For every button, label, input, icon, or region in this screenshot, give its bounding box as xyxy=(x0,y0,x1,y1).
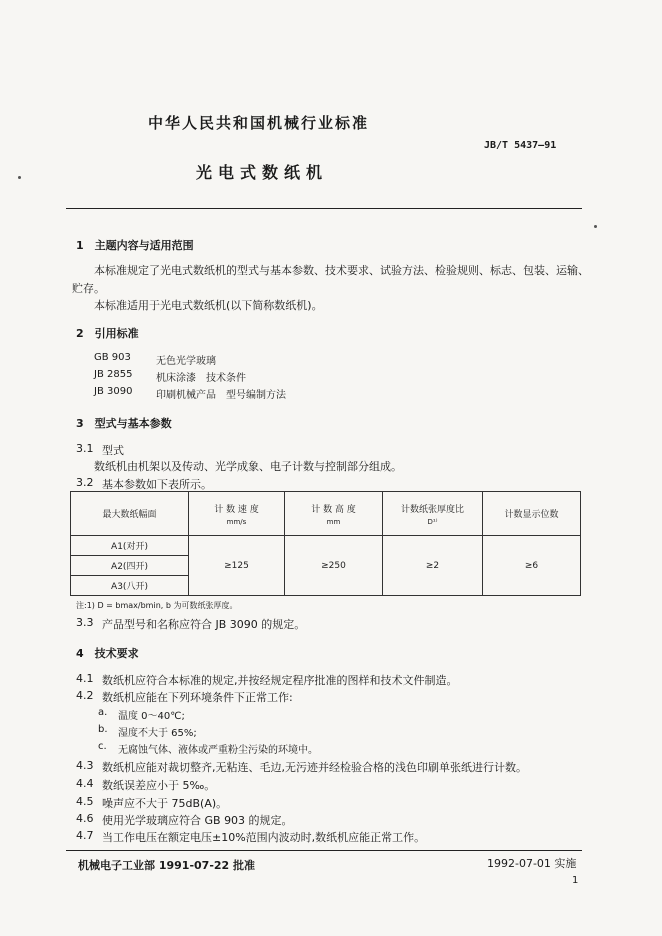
section-4-heading: 4 技术要求 xyxy=(76,647,139,660)
clause-3-1-number: 3.1 xyxy=(76,442,94,455)
clause-text: 数纸机应能在下列环境条件下正常工作: xyxy=(102,691,293,704)
sub-item-text: 无腐蚀气体、液体或严重粉尘污染的环境中。 xyxy=(118,745,318,756)
clause-number: 4.1 xyxy=(76,672,94,685)
page-number: 1 xyxy=(572,875,579,886)
col-unit-ratio: D¹⁾ xyxy=(427,517,438,526)
clause-3-3-number: 3.3 xyxy=(76,616,94,629)
clause-3-2-number: 3.2 xyxy=(76,476,94,489)
col-header-max-width: 最大数纸幅面 xyxy=(71,492,189,536)
section-2-heading: 2 引用标准 xyxy=(76,327,139,340)
clause-number: 4.6 xyxy=(76,812,94,825)
sub-item-marker: b. xyxy=(98,724,108,735)
table-note: 注:1) D = bmax/bmin, b 为可数纸张厚度。 xyxy=(76,601,238,610)
basic-parameters-table xyxy=(70,491,581,596)
sub-item-text: 湿度不大于 65%; xyxy=(118,728,197,739)
clause-text: 使用光学玻璃应符合 GB 903 的规定。 xyxy=(102,814,293,827)
ref-code: JB 2855 xyxy=(94,369,133,380)
section-1-para1-line1: 本标准规定了光电式数纸机的型式与基本参数、技术要求、试验方法、检验规则、标志、包装、运输、 xyxy=(94,264,589,277)
approval-statement: 机械电子工业部 1991-07-22 批准 xyxy=(78,859,256,872)
col-header-display-digits: 计数显示位数 xyxy=(483,492,581,536)
clause-text: 当工作电压在额定电压±10%范围内波动时,数纸机应能正常工作。 xyxy=(102,831,426,844)
table-header-row xyxy=(71,492,581,536)
value-ratio: ≥2 xyxy=(383,536,483,596)
clause-3-2-text: 基本参数如下表所示。 xyxy=(102,478,212,491)
clause-3-1-title: 型式 xyxy=(102,444,124,457)
col-header-speed: 计 数 速 度 mm/s xyxy=(189,492,285,536)
sub-item-marker: c. xyxy=(98,741,107,752)
section-3-heading: 3 型式与基本参数 xyxy=(76,417,172,430)
standard-number: JB/T 5437—91 xyxy=(484,140,557,151)
ref-name: 印刷机械产品 型号编制方法 xyxy=(156,390,286,401)
col-unit-speed: mm/s xyxy=(226,517,247,526)
clause-3-3-text: 产品型号和名称应符合 JB 3090 的规定。 xyxy=(102,618,306,631)
row-label-a2: A2(四开) xyxy=(71,556,189,576)
row-label-a3: A3(八开) xyxy=(71,576,189,596)
col-header-thickness-ratio: 计数纸张厚度比 D¹⁾ xyxy=(383,492,483,536)
col-header-height: 计 数 高 度 mm xyxy=(285,492,383,536)
ref-name: 机床涂漆 技术条件 xyxy=(156,373,246,384)
clause-number: 4.5 xyxy=(76,795,94,808)
section-1-para1-line2: 贮存。 xyxy=(72,282,105,295)
col-unit-height: mm xyxy=(326,517,341,526)
section-1-heading: 1 主题内容与适用范围 xyxy=(76,239,194,252)
ref-name: 无色光学玻璃 xyxy=(156,356,216,367)
clause-3-1-text: 数纸机由机架以及传动、光学成象、电子计数与控制部分组成。 xyxy=(94,460,402,473)
clause-number: 4.4 xyxy=(76,777,94,790)
sub-item-text: 温度 0～40℃; xyxy=(118,711,185,722)
clause-number: 4.3 xyxy=(76,759,94,772)
row-label-a1: A1(对开) xyxy=(71,536,189,556)
scan-speck xyxy=(594,225,597,228)
section-1-para2: 本标准适用于光电式数纸机(以下简称数纸机)。 xyxy=(94,299,323,312)
ref-code: GB 903 xyxy=(94,352,131,363)
ref-code: JB 3090 xyxy=(94,386,133,397)
organization-heading: 中华人民共和国机械行业标准 xyxy=(148,114,370,132)
clause-number: 4.2 xyxy=(76,689,94,702)
value-speed: ≥125 xyxy=(189,536,285,596)
clause-text: 数纸误差应小于 5‰。 xyxy=(102,779,216,792)
implementation-date: 1992-07-01 实施 xyxy=(487,857,577,870)
clause-text: 数纸机应符合本标准的规定,并按经规定程序批准的图样和技术文件制造。 xyxy=(102,674,458,687)
value-digits: ≥6 xyxy=(483,536,581,596)
footer-rule xyxy=(66,850,582,851)
clause-text: 噪声应不大于 75dB(A)。 xyxy=(102,797,228,810)
sub-item-marker: a. xyxy=(98,707,108,718)
clause-number: 4.7 xyxy=(76,829,94,842)
scan-speck xyxy=(18,176,21,179)
header-rule xyxy=(66,208,582,209)
clause-text: 数纸机应能对裁切整齐,无粘连、毛边,无污迹并经检验合格的浅色印刷单张纸进行计数。 xyxy=(102,761,527,774)
document-title: 光电式数纸机 xyxy=(196,163,329,182)
value-height: ≥250 xyxy=(285,536,383,596)
table-row xyxy=(71,536,581,556)
